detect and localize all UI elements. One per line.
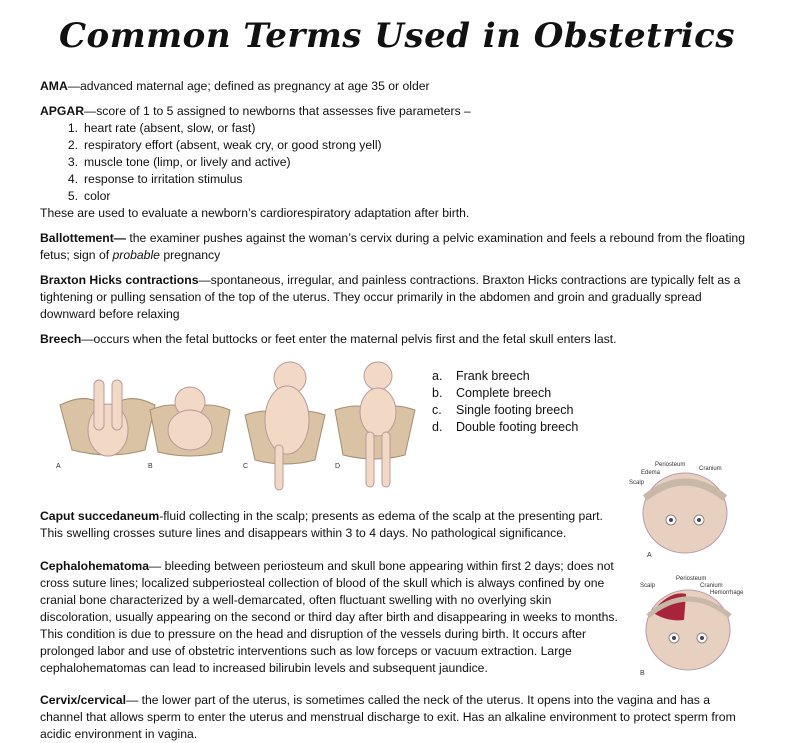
list-item: c. Single footing breech [432, 403, 574, 417]
label-scalp: Scalp [640, 583, 656, 589]
entry-breech [40, 331, 755, 348]
term: APGAR [40, 104, 85, 118]
definition: —advanced maternal age; defined as pregnancy at age 35 or older [67, 79, 430, 93]
label-hemorrhage: Hemorrhage [710, 590, 744, 596]
entry-ballottement: Ballottement— the examiner pushes against the woman’s cervix during a pelvic examination and feels a rebound from the floating fetus; sign of probable pregnancy [40, 231, 745, 262]
breech-figure-a [60, 380, 155, 456]
list-item: a. Frank breech [432, 369, 530, 383]
list-item: d. Double footing breech [432, 420, 579, 434]
term: Breech [40, 332, 82, 346]
label-cranium: Cranium [700, 583, 723, 589]
list-item: b. Complete breech [432, 386, 552, 400]
apgar-list [60, 120, 740, 205]
fig-letter: A [647, 552, 652, 559]
entry-apgar [40, 103, 740, 222]
list-item: 5. color [67, 189, 111, 203]
list-item: 1. heart rate (absent, slow, or fast) [67, 121, 256, 135]
cephalohematoma-illustration [630, 572, 745, 678]
label-periosteum: Periosteum [676, 576, 707, 582]
fig-label-a: A [56, 463, 61, 470]
breech-illustration [50, 360, 420, 500]
entry-cervix [40, 692, 752, 743]
apgar-note: These are used to evaluate a newborn’s cardiorespiratory adaptation after birth. [40, 206, 470, 220]
term: Braxton Hicks contractions [40, 273, 199, 287]
list-item: 4. response to irritation stimulus [67, 172, 243, 186]
breech-figure-c [245, 362, 325, 490]
breech-types-list [432, 368, 578, 436]
entry-cephalohematoma [40, 558, 622, 677]
term: Cervix/cervical [40, 693, 127, 707]
fig-label-d: D [335, 463, 341, 470]
definition: — bleeding between periosteum and skull bone appearing within first 2 days; does not cross suture lines; localized subperiosteal collection of blood of the skull which is always confined by one cranial bone characterized by a well-demarcated, often fluctuant swelling with no overlying skin discoloration, usually appearing on the second or third day after birth and disappearing in weeks to months. This condition is due to pressure on the head and disruption of the vessels during birth. It occurs after prolonged labor and use of obstetric interventions such as low forceps or vacuum extraction. Large cephalohematomas can lead to increased bilirubin levels and subsequent jaundice. [40, 559, 618, 675]
term: Caput succedaneum [40, 509, 160, 523]
term: Cephalohematoma [40, 559, 150, 573]
fig-label-c: C [243, 463, 249, 470]
entry-ama [40, 78, 740, 95]
breech-figure-b [150, 387, 230, 456]
fig-label-b: B [148, 463, 153, 470]
list-item: 2. respiratory effort (absent, weak cry, or good strong yell) [67, 138, 382, 152]
definition: -fluid collecting in the scalp; presents as edema of the scalp at the presenting part. This swelling crosses suture lines and disappears within 3 to 4 days. No pathological significance. [40, 509, 603, 540]
entry-braxton-hicks [40, 272, 755, 323]
definition: —occurs when the fetal buttocks or feet enter the maternal pelvis first and the fetal skull enters last. [81, 332, 617, 346]
definition: —spontaneous, irregular, and painless contractions. Braxton Hicks contractions are typically felt as a tightening or pulling sensation of the top of the uterus. They occur primarily in the abdomen and groin and gradually spread downward before relaxing [40, 273, 741, 321]
list-item: 3. muscle tone (limp, or lively and active) [67, 155, 291, 169]
label-periosteum: Periosteum [655, 462, 686, 468]
term: Ballottement— [40, 231, 126, 245]
caput-illustration [625, 458, 735, 560]
definition: —score of 1 to 5 assigned to newborns that assesses five parameters – [84, 104, 471, 118]
label-cranium: Cranium [699, 466, 722, 472]
label-scalp: Scalp [629, 480, 645, 486]
entry-caput [40, 508, 620, 542]
definition: — the lower part of the uterus, is sometimes called the neck of the uterus. It opens into the vagina and has a channel that allows sperm to enter the uterus and menstrual discharge to exit. Has an alkaline environment to protect sperm from acidic environment in vagina. [40, 693, 736, 741]
breech-figure-d [335, 362, 415, 487]
label-edema: Edema [641, 470, 661, 476]
page-title: Common Terms Used in Obstetrics [58, 16, 736, 56]
term: AMA [40, 79, 68, 93]
fig-letter: B [640, 670, 645, 677]
